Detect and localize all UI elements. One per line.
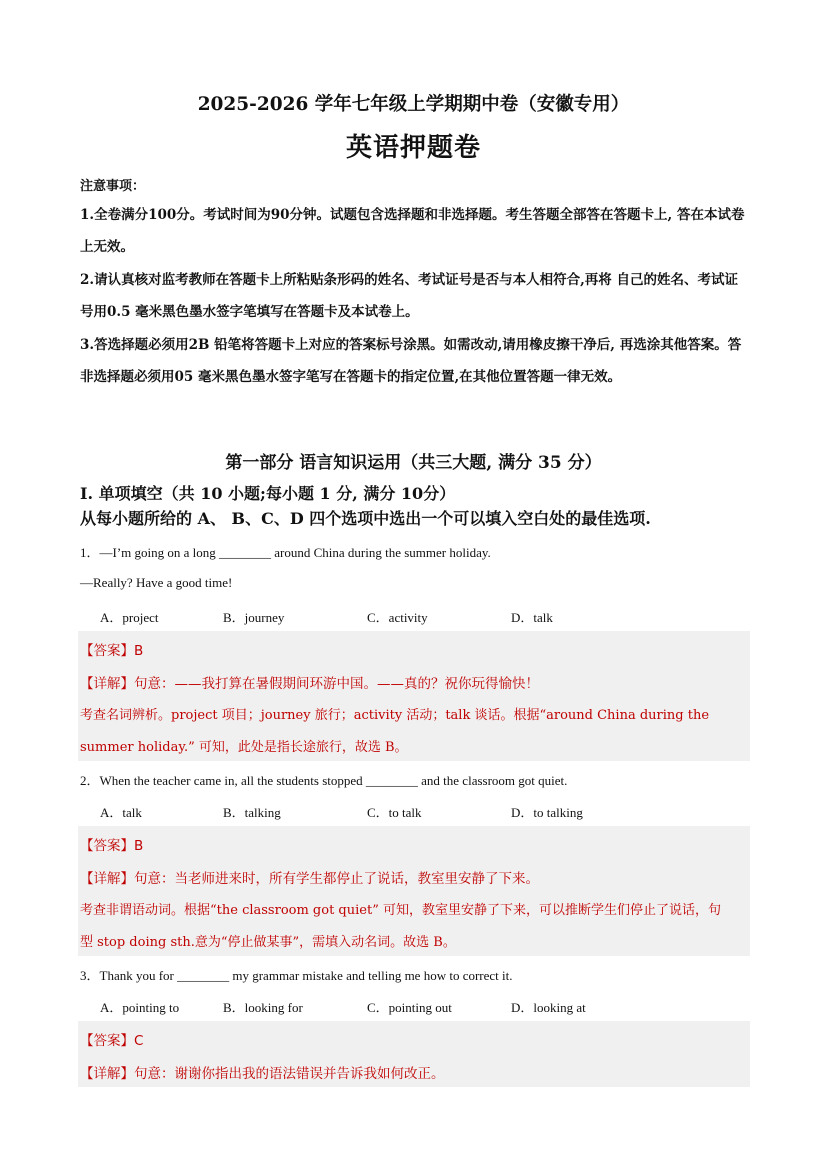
option-a: A．project [100, 610, 159, 625]
explanation-line: 【详解】句意：——我打算在暑假期间环游中国。——真的？祝你玩得愉快！ [80, 676, 539, 692]
explanation-line: 型 stop doing sth.意为“停止做某事”，需填入动名词。故选 B。 [80, 935, 456, 950]
section-title: I. 单项填空（共 10 小题;每小题 1 分, 满分 10分） [80, 484, 456, 503]
option-b: B．talking [223, 805, 281, 820]
question-3-answer-block [78, 1021, 750, 1087]
explanation-line: 【详解】句意：谢谢你指出我的语法错误并告诉我如何改正。 [80, 1066, 445, 1082]
question-2-answer-block [78, 826, 750, 956]
question-1-options [80, 607, 680, 627]
option-d: D．talk [511, 610, 553, 625]
question-3-stem: 3．Thank you for ________ my grammar mistake and telling me how to correct it. [80, 968, 513, 983]
option-b: B．journey [223, 610, 285, 625]
section-instruction: 从每小题所给的 A、 B、C、D 四个选项中选出一个可以填入空白处的最佳选项. [80, 509, 651, 528]
question-2-stem: 2．When the teacher came in, all the students stopped ________ and the classroom got quiet. [80, 773, 568, 788]
notice-heading: 注意事项： [80, 179, 146, 194]
option-a: A．pointing to [100, 1000, 180, 1015]
notice-item-1: 1.全卷满分100分。考试时间为90分钟。试题包含选择题和非选择题。考生答题全部答在答题卡上, 答在本试卷上无效。 [80, 207, 745, 255]
option-b: B．looking for [223, 1000, 303, 1015]
question-1-stem-reply: —Really? Have a good time! [80, 575, 233, 590]
explanation-line: 考查非谓语动词。根据“the classroom got quiet” 可知，教室里安静了下来，可以推断学生们停止了说话，句 [80, 903, 721, 918]
answer-label: 【答案】B [80, 643, 144, 659]
part-title: 第一部分 语言知识运用（共三大题, 满分 35 分） [225, 453, 602, 473]
exam-subtitle: 英语押题卷 [345, 133, 481, 163]
question-1-answer-block [78, 631, 750, 761]
option-d: D．to talking [511, 805, 583, 820]
option-c: C．pointing out [367, 1000, 452, 1015]
option-c: C．activity [367, 610, 428, 625]
notice-item-3: 3.答选择题必须用2B 铅笔将答题卡上对应的答案标号涂黑。如需改动,请用橡皮擦干净后, 再选涂其他答案。答非选择题必须用05 毫米黑色墨水签字笔写在答题卡的指定位置,在其他位置答题一律无效。 [80, 337, 742, 385]
option-a: A．talk [100, 805, 142, 820]
exam-title: 2025-2026 学年七年级上学期期中卷（安徽专用） [197, 94, 630, 115]
option-c: C．to talk [367, 805, 422, 820]
explanation-line: 【详解】句意：当老师进来时，所有学生都停止了说话，教室里安静了下来。 [80, 871, 539, 887]
question-2-options [80, 802, 680, 822]
question-1-stem: 1．—I’m going on a long ________ around China during the summer holiday. [80, 545, 491, 560]
answer-label: 【答案】C [80, 1033, 144, 1049]
answer-label: 【答案】B [80, 838, 144, 854]
option-d: D．looking at [511, 1000, 586, 1015]
question-3-options [80, 997, 680, 1017]
notice-item-2: 2.请认真核对监考教师在答题卡上所粘贴条形码的姓名、考试证号是否与本人相符合,再将 自己的姓名、考试证号用0.5 毫米黑色墨水签字笔填写在答题卡及本试卷上。 [80, 272, 738, 320]
explanation-line: 考查名词辨析。project 项目；journey 旅行；activity 活动；talk 谈话。根据“around China during the [80, 708, 710, 723]
explanation-line: summer holiday.” 可知，此处是指长途旅行，故选 B。 [80, 740, 408, 755]
